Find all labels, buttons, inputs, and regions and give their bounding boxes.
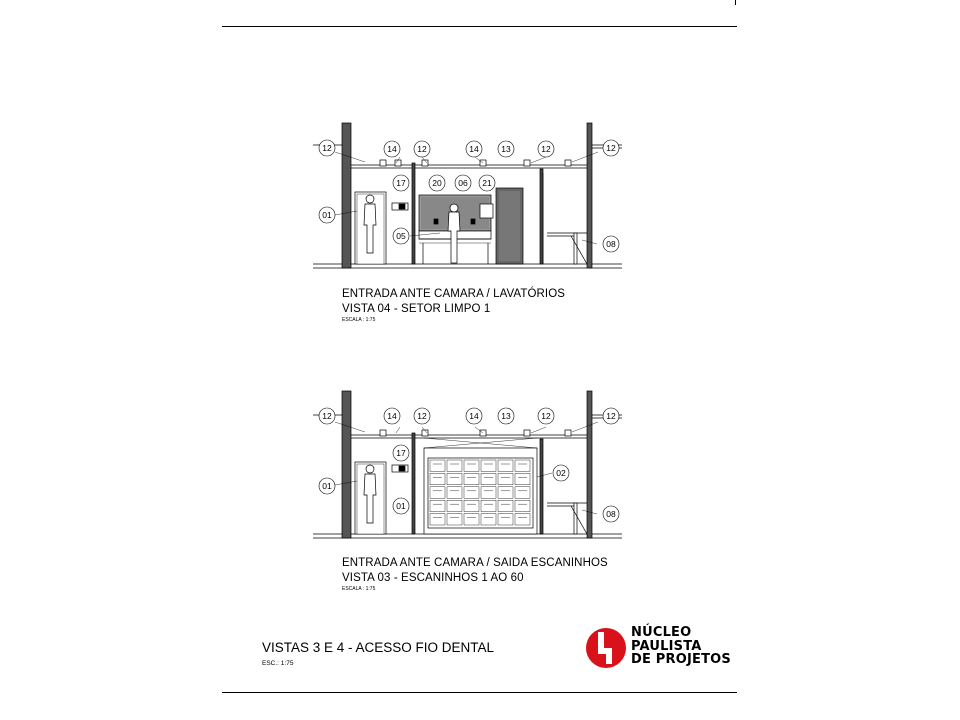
locker-cell bbox=[481, 487, 496, 498]
corner-mark bbox=[735, 0, 736, 5]
tag-20: 20 bbox=[432, 178, 442, 188]
tag-01-b: 01 bbox=[396, 501, 406, 511]
view-bottom-caption-line1: ENTRADA ANTE CAMARA / SAIDA ESCANINHOS bbox=[342, 557, 608, 569]
locker-cell bbox=[498, 460, 513, 471]
tag-14-a: 14 bbox=[387, 144, 397, 154]
tag-12-c: 12 bbox=[541, 411, 551, 421]
locker-cell bbox=[498, 514, 513, 525]
tag-01-a: 01 bbox=[322, 481, 332, 491]
sheet-title: VISTAS 3 E 4 - ACESSO FIO DENTAL bbox=[262, 640, 495, 655]
locker-cell bbox=[430, 473, 445, 484]
locker-cell bbox=[515, 460, 530, 471]
bottom-border-rule bbox=[222, 692, 737, 693]
locker-cell bbox=[430, 460, 445, 471]
top-border-rule bbox=[222, 26, 737, 27]
tag-21: 21 bbox=[482, 178, 492, 188]
tag-08: 08 bbox=[606, 239, 616, 249]
tag-17: 17 bbox=[396, 178, 406, 188]
tag-12-a: 12 bbox=[322, 411, 332, 421]
locker-cell bbox=[464, 514, 479, 525]
tag-12-a: 12 bbox=[322, 143, 332, 153]
locker-cell bbox=[515, 500, 530, 511]
tag-12-b: 12 bbox=[417, 144, 427, 154]
locker-cell bbox=[498, 487, 513, 498]
tag-02: 02 bbox=[556, 468, 566, 478]
tag-13: 13 bbox=[501, 411, 511, 421]
locker-cell bbox=[481, 514, 496, 525]
view-top-caption-line1: ENTRADA ANTE CAMARA / LAVATÓRIOS bbox=[342, 288, 566, 300]
view-top-scale: ESCALA : 1:75 bbox=[342, 317, 376, 323]
locker-cell bbox=[430, 514, 445, 525]
tag-01: 01 bbox=[322, 210, 332, 220]
tag-17: 17 bbox=[396, 448, 406, 458]
view-top-caption-line2: VISTA 04 - SETOR LIMPO 1 bbox=[342, 303, 491, 315]
logo-line-2: PAULISTA bbox=[631, 638, 702, 654]
tag-12-c: 12 bbox=[541, 144, 551, 154]
locker-cell bbox=[447, 460, 462, 471]
tag-14-a: 14 bbox=[387, 411, 397, 421]
tag-06: 06 bbox=[458, 178, 468, 188]
locker-cell bbox=[515, 487, 530, 498]
tag-05: 05 bbox=[396, 231, 406, 241]
sheet-scale: ESC.: 1:75 bbox=[262, 660, 294, 667]
tag-12-d: 12 bbox=[606, 143, 616, 153]
locker-cell bbox=[481, 460, 496, 471]
locker-cell bbox=[464, 487, 479, 498]
tag-12-d: 12 bbox=[606, 411, 616, 421]
locker-cell bbox=[447, 487, 462, 498]
elevation-vista-04 bbox=[300, 115, 640, 280]
locker-cell bbox=[464, 500, 479, 511]
tag-14-b: 14 bbox=[469, 144, 479, 154]
tag-08: 08 bbox=[606, 509, 616, 519]
logo-wordmark bbox=[631, 626, 731, 667]
locker-cell bbox=[515, 473, 530, 484]
view-bottom-caption-line2: VISTA 03 - ESCANINHOS 1 AO 60 bbox=[342, 572, 524, 584]
logo-line-1: NÚCLEO bbox=[631, 625, 692, 640]
locker-cell bbox=[430, 487, 445, 498]
locker-cell bbox=[464, 473, 479, 484]
tag-12-b: 12 bbox=[417, 411, 427, 421]
locker-cell bbox=[481, 500, 496, 511]
locker-cell bbox=[515, 514, 530, 525]
locker-cell bbox=[447, 473, 462, 484]
logo-line-3: DE PROJETOS bbox=[631, 652, 731, 667]
tag-13: 13 bbox=[501, 144, 511, 154]
locker-cell bbox=[481, 473, 496, 484]
locker-cell bbox=[430, 500, 445, 511]
locker-cell bbox=[447, 514, 462, 525]
locker-cell bbox=[447, 500, 462, 511]
elevation-vista-03 bbox=[300, 385, 640, 550]
logo-mark-icon bbox=[584, 626, 628, 670]
tag-14-b: 14 bbox=[469, 411, 479, 421]
locker-cell bbox=[498, 473, 513, 484]
view-bottom-scale: ESCALA : 1:75 bbox=[342, 586, 376, 592]
locker-cell bbox=[464, 460, 479, 471]
locker-cell bbox=[498, 500, 513, 511]
